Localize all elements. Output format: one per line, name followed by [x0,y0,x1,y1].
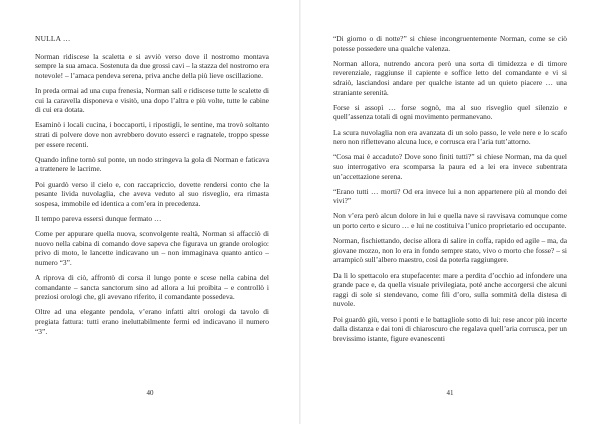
right-page-text [333,34,567,349]
paragraph: Poi guardò giù, verso i ponti e le battagliole sotto di lui: rese ancor più incerte dalla distanza e dai toni di chiaroscuro che regalava quell’aria corrusca, per un brevissimo istante, figure evanescenti [333,314,567,343]
paragraph: NULLA … [35,34,71,43]
paragraph: “Di giorno o di notte?” si chiese incongruentemente Norman, come se ciò potesse possedere una qualche valenza. [333,34,567,53]
paragraph: Norman ridiscese la scaletta e si avviò verso dove il nostromo montava sempre la sua amaca. Sostenuta da due grossi cavi – la stazza del nostromo era notevole! – l’amaca pendeva serena, priva anche della più lieve oscillazione. [35,51,269,80]
page-number: 40 [146,389,154,397]
paragraph: Forse si assopì … forse sognò, ma al suo risveglio quel silenzio e quell’assenza totali di ogni movimento permanevano. [333,102,567,122]
paragraph: Norman allora, nutrendo ancora però una sorta di timidezza e di timore reverenziale, raggiunse il capiente e soffice letto del comandante e vi si sdraiò, lasciandosi andare per qualche istante ad un quieto piacere … una straniante serenità. [333,58,567,97]
paragraph: Esaminò i locali cucina, i boccaporti, i ripostigli, le sentine, ma trovò soltanto strati di polvere dove non avrebbero dovuto essercì e ragnatele, troppo spesse per essere recenti. [35,120,269,149]
paragraph: Non v’era però alcun dolore in lui e quella nave si ravvisava comunque come un porto certo e sicuro … e lui ne costituiva l’unico proprietario ed occupante. [333,211,567,231]
paragraph: Norman, fischiettando, decise allora di salire in coffa, rapido ed agile – ma, da giovane mozzo, non lo era in fondo sempre stato, vivo o morto che fosse? – si arrampicò sull’albero maestro, così da poterla raggiungere. [333,236,567,265]
paragraph: La scura nuvolaglia non era avanzata di un solo passo, le vele nere e lo scafo nero non riflettevano alcuna luce, e corrusca era l’aria tutt’attorno. [333,127,567,147]
paragraph: Come per appurare quella nuova, sconvolgente realtà, Norman si affacciò di nuovo nella cabina di comando dove sapeva che figurava un grande orologio: privo di moto, le lancette indicavano un – non immaginava quanto antico – numero “3”. [35,229,269,267]
paragraph: Quando infine tornò sul ponte, un nodo stringeva la gola di Norman e faticava a trattenere le lacrime. [35,154,269,174]
paragraph: Da lì lo spettacolo era stupefacente: mare a perdita d’occhio ad infondere una grande pace e, da quella visuale privilegiata, poté anche accorgersi che alcuni raggi di sole si stendevano, come fili d’oro, sulla sommità della distesa di nuvole. [333,270,567,309]
paragraph: In preda ormai ad una cupa frenesia, Norman salì e ridiscese tutte le scalette di cui la caravella disponeva e visitò, una dopo l’altra e più volte, tutte le cabine di cui era dotata. [35,85,269,115]
paragraph: Oltre ad una elegante pendola, v’erano infatti altri orologi da tavolo di pregiata fattura: tutti erano ineluttabilmente fermi ed indicavano il numero “3”. [35,307,269,336]
right-page [300,0,600,424]
paragraph: A riprova di ciò, affrontò di corsa il lungo ponte e scese nella cabina del comandante – sancta sanctorum sino ad allora a lui proibita – e controllò i preziosi orologi che, gli avevano riferito, il comandante possedeva. [35,273,269,302]
page-number: 41 [446,389,454,397]
paragraph: “Erano tutti … morti? Od era invece lui a non appartenere più al mondo dei vivi?” [333,186,567,206]
paragraph: “Cosa mai è accaduto? Dove sono finiti tutti?” si chiese Norman, ma da quel suo interrogativo era scomparsa la paura ed a lei era invece subentrata un’accettazione serena. [333,152,567,181]
paragraph: Poi guardò verso il cielo e, con raccapriccio, dovette rendersi conto che la pesante livida nuvolaglia, che aveva veduto al suo risveglio, era rimasta sospesa, immobile ed identica a com’era in precedenza. [35,179,269,208]
paragraph: Il tempo pareva essersi dunque fermato … [35,213,162,223]
left-page-text [35,34,269,342]
